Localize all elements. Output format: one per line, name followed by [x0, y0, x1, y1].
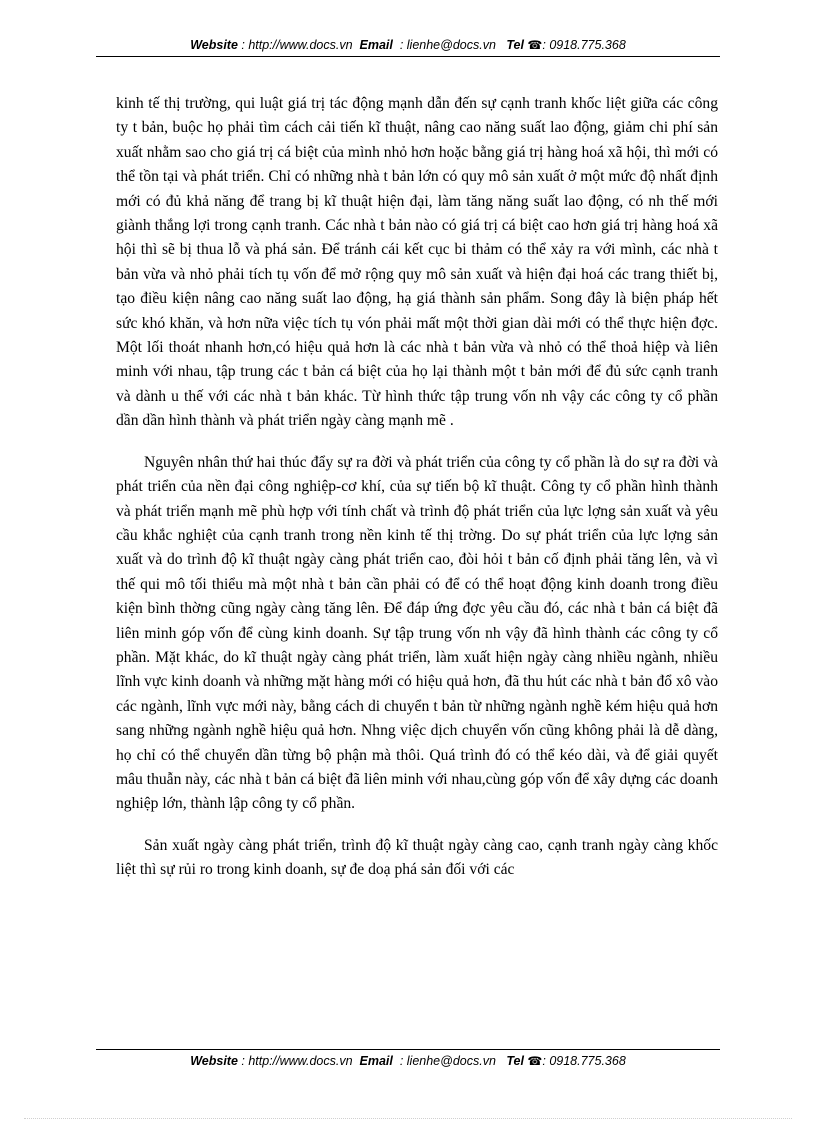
document-body [116, 92, 718, 883]
body-paragraph: kinh tế thị trường, qui luật giá trị tác động mạnh dẫn đến sự cạnh tranh khốc liệt giữa các công ty t bản, buộc họ phải tìm cách cải tiến kĩ thuật, nâng cao năng suất lao động, giảm chi phí sản xuất nhằm sao cho giá trị cá biệt của mình nhỏ hơn hoặc bằng giá trị hàng hoá xã hội, thì mới có thể tồn tại và phát triển. Chỉ có những nhà t bản lớn có quy mô sản xuất ở một mức độ nhất định mới có đủ khả năng để trang bị kĩ thuật hiện đại, làm tăng năng suất lao động, có nh thế mới giành thắng lợi trong cạnh tranh. Các nhà t bản nào có giá trị cá biệt cao hơn giá trị hàng hoá xã hội thì sẽ bị thua lỗ và phá sản. Để tránh cái kết cục bi thảm có thể xảy ra với mình, các nhà t bản vừa và nhỏ phải tích tụ vốn để mở rộng quy mô sản xuất và hiện đại hoá các trang thiết bị, tạo điều kiện nâng cao năng suất lao động, hạ giá thành sản phẩm. Song đây là biện pháp hết sức khó khăn, và hơn nữa việc tích tụ vón phải mất một thời gian dài mới có thể thực hiện đợc. Một lối thoát nhanh hơn,có hiệu quả hơn là các nhà t bản vừa và nhỏ có thể thoả hiệp và liên minh với nhau, tập trung các t bản cá biệt của họ lại thành một t bản mới để đủ sức cạnh tranh và dành u thế với các nhà t bản khác. Từ hình thức tập trung vốn nh vậy các công ty cổ phần dần dần hình thành và phát triển ngày càng mạnh mẽ . [116, 95, 718, 430]
footer-tel-label: Tel [506, 1054, 524, 1068]
header-tel-label: Tel [506, 38, 524, 52]
footer-email-label: Email [359, 1054, 393, 1068]
header-email-link[interactable]: : lienhe@docs.vn [399, 38, 496, 52]
page-edge-divider [24, 1118, 792, 1119]
page-footer [96, 1049, 720, 1068]
body-paragraph: Sản xuất ngày càng phát triển, trình độ kĩ thuật ngày càng cao, cạnh tranh ngày càng khốc liệt thì sự rủi ro trong kinh doanh, sự đe doạ phá sản đối với các [116, 836, 718, 879]
header-email-label: Email [359, 38, 393, 52]
header-tel-value: : 0918.775.368 [542, 38, 626, 52]
header-website-label: Website [190, 38, 238, 52]
body-paragraph: Nguyên nhân thứ hai thúc đẩy sự ra đời và phát triển của công ty cổ phần là do sự ra đời và phát triển của nền đại công nghiệp-cơ khí, của sự tiến bộ kĩ thuật. Công ty cổ phần hình thành và phát triển mạnh mẽ phù hợp với tính chất và trình độ phát triển của lực lợng sản xuất và yêu cầu khắc nghiệt của cạnh tranh trong nền kinh tế thị trờng. Do sự phát triển của lực lợng sản xuất và do trình độ kĩ thuật ngày càng phát triển cao, đòi hỏi t bản cố định phải tăng lên, và vì thế qui mô tối thiểu mà một nhà t bản cần phải có để có thể hoạt động kinh doanh trong điều kiện bình thờng cũng ngày càng tăng lên. Để đáp ứng đợc yêu cầu đó, các nhà t bản cá biệt đã liên minh góp vốn để cùng kinh doanh. Sự tập trung vốn nh vậy đã hình thành các công ty cổ phần. Mặt khác, do kĩ thuật ngày càng phát triển, làm xuất hiện ngày càng nhiều ngành, nhiều lĩnh vực kinh doanh và những mặt hàng mới có hiệu quả hơn, đã thu hút các nhà t bản đổ xô vào các ngành, lĩnh vực mới này, bằng cách di chuyển t bản từ những ngành nghề kém hiệu quả hơn sang những ngành nghề hiệu quả hơn. Nhng việc dịch chuyển vốn cũng không phải là dễ dàng, họ chỉ có thể chuyển dần từng bộ phận mà thôi. Quá trình đó có thể kéo dài, và để giải quyết mâu thuẫn này, các nhà t bản cá biệt đã liên minh với nhau,cùng góp vốn để xây dựng các doanh nghiệp lớn, thành lập công ty cổ phần. [116, 453, 719, 813]
page-header [96, 38, 720, 57]
footer-website-link[interactable]: : http://www.docs.vn [241, 1054, 353, 1068]
footer-email-link[interactable]: : lienhe@docs.vn [399, 1054, 496, 1068]
phone-icon: ☎ [527, 38, 543, 52]
footer-website-label: Website [190, 1054, 238, 1068]
footer-tel-value: : 0918.775.368 [542, 1054, 626, 1068]
header-website-link[interactable]: : http://www.docs.vn [241, 38, 353, 52]
phone-icon: ☎ [527, 1054, 543, 1068]
